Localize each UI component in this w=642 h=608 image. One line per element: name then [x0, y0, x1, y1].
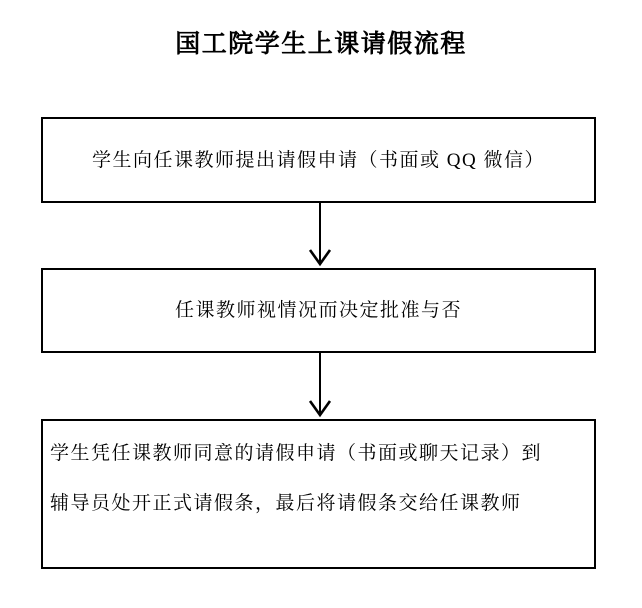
flow-arrow-down-1-icon	[300, 203, 340, 268]
flow-step-2-label: 任课教师视情况而决定批准与否	[174, 300, 462, 321]
flowchart-title: 国工院学生上课请假流程	[175, 31, 467, 58]
flow-step-3-label-line1: 学生凭任课教师同意的请假申请（书面或聊天记录）到	[50, 443, 543, 464]
flow-step-2-box	[41, 268, 596, 353]
flow-arrow-down-2-icon	[300, 353, 340, 419]
flow-step-1-box	[41, 117, 596, 203]
flow-step-3-box	[41, 419, 596, 569]
flow-step-1-label: 学生向任课教师提出请假申请（书面或 QQ 微信）	[92, 149, 545, 171]
flow-step-3-label-line2: 辅导员处开正式请假条，最后将请假条交给任课教师	[50, 493, 522, 514]
